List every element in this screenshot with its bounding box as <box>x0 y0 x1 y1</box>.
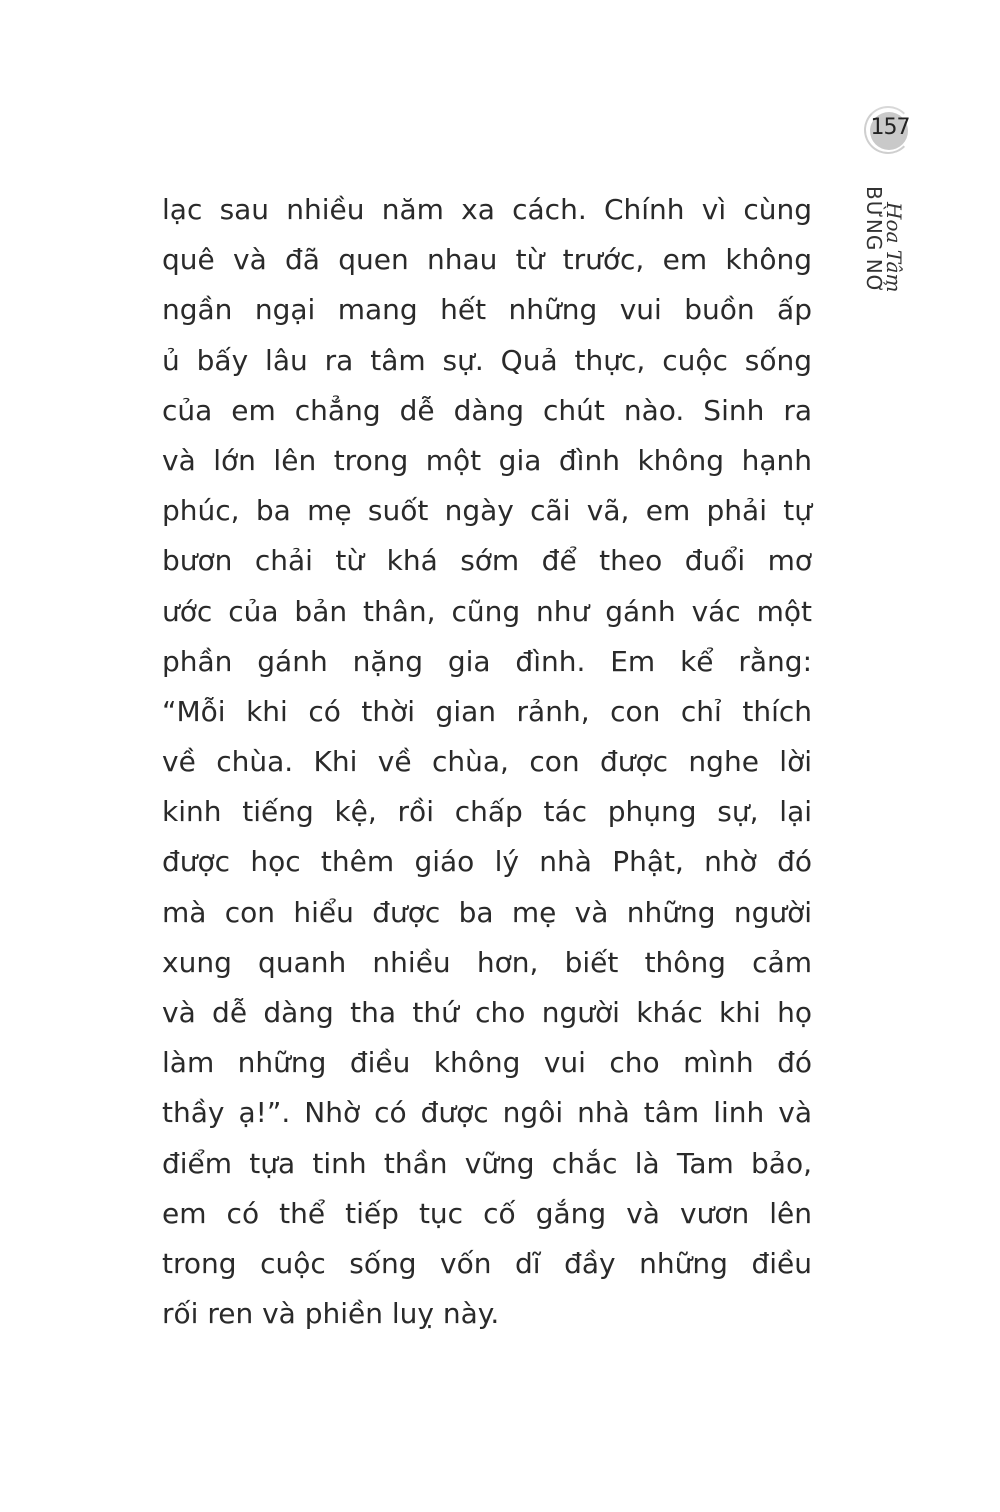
body-line: quê và đã quen nhau từ trước, em không <box>162 243 812 277</box>
body-line: được học thêm giáo lý nhà Phật, nhờ đó <box>162 845 812 879</box>
body-line: làm những điều không vui cho mình đó <box>162 1046 812 1080</box>
body-line: xung quanh nhiều hơn, biết thông cảm <box>162 945 812 979</box>
running-book-title <box>852 186 906 296</box>
book-title-caps: BỪNG NỞ <box>862 186 886 294</box>
body-line: trong cuộc sống vốn dĩ đầy những điều <box>162 1246 812 1280</box>
body-line: và lớn lên trong một gia đình không hạnh <box>162 443 812 477</box>
page-number: 157 <box>870 115 910 140</box>
body-line: điểm tựa tinh thần vững chắc là Tam bảo, <box>162 1146 812 1180</box>
body-line: và dễ dàng tha thứ cho người khác khi họ <box>162 996 812 1029</box>
body-line: thầy ạ!”. Nhờ có được ngôi nhà tâm linh và <box>162 1096 812 1130</box>
body-line: phần gánh nặng gia đình. Em kể rằng: <box>162 644 812 678</box>
page-number-badge <box>864 106 912 154</box>
body-line: ngần ngại mang hết những vui buồn ấp <box>162 293 812 327</box>
body-line: em có thể tiếp tục cố gắng và vươn lên <box>162 1196 812 1230</box>
body-line: mà con hiểu được ba mẹ và những người <box>162 895 812 929</box>
body-line: “Mỗi khi có thời gian rảnh, con chỉ thích <box>162 694 812 728</box>
body-line: về chùa. Khi về chùa, con được nghe lời <box>162 745 812 779</box>
book-title-script: Hoa Tâm <box>882 202 906 293</box>
body-line: bươn chải từ khá sớm để theo đuổi mơ <box>162 544 812 578</box>
body-line: của em chẳng dễ dàng chút nào. Sinh ra <box>162 393 812 427</box>
body-line: ủ bấy lâu ra tâm sự. Quả thực, cuộc sống <box>162 343 812 377</box>
body-line: lạc sau nhiều năm xa cách. Chính vì cùng <box>162 193 812 226</box>
body-paragraph <box>162 185 812 1339</box>
body-line: rối ren và phiền luỵ này. <box>162 1297 500 1331</box>
body-line: kinh tiếng kệ, rồi chấp tác phụng sự, lại <box>162 795 812 829</box>
body-line: ước của bản thân, cũng như gánh vác một <box>162 594 812 628</box>
body-line: phúc, ba mẹ suốt ngày cãi vã, em phải tự <box>162 494 812 528</box>
